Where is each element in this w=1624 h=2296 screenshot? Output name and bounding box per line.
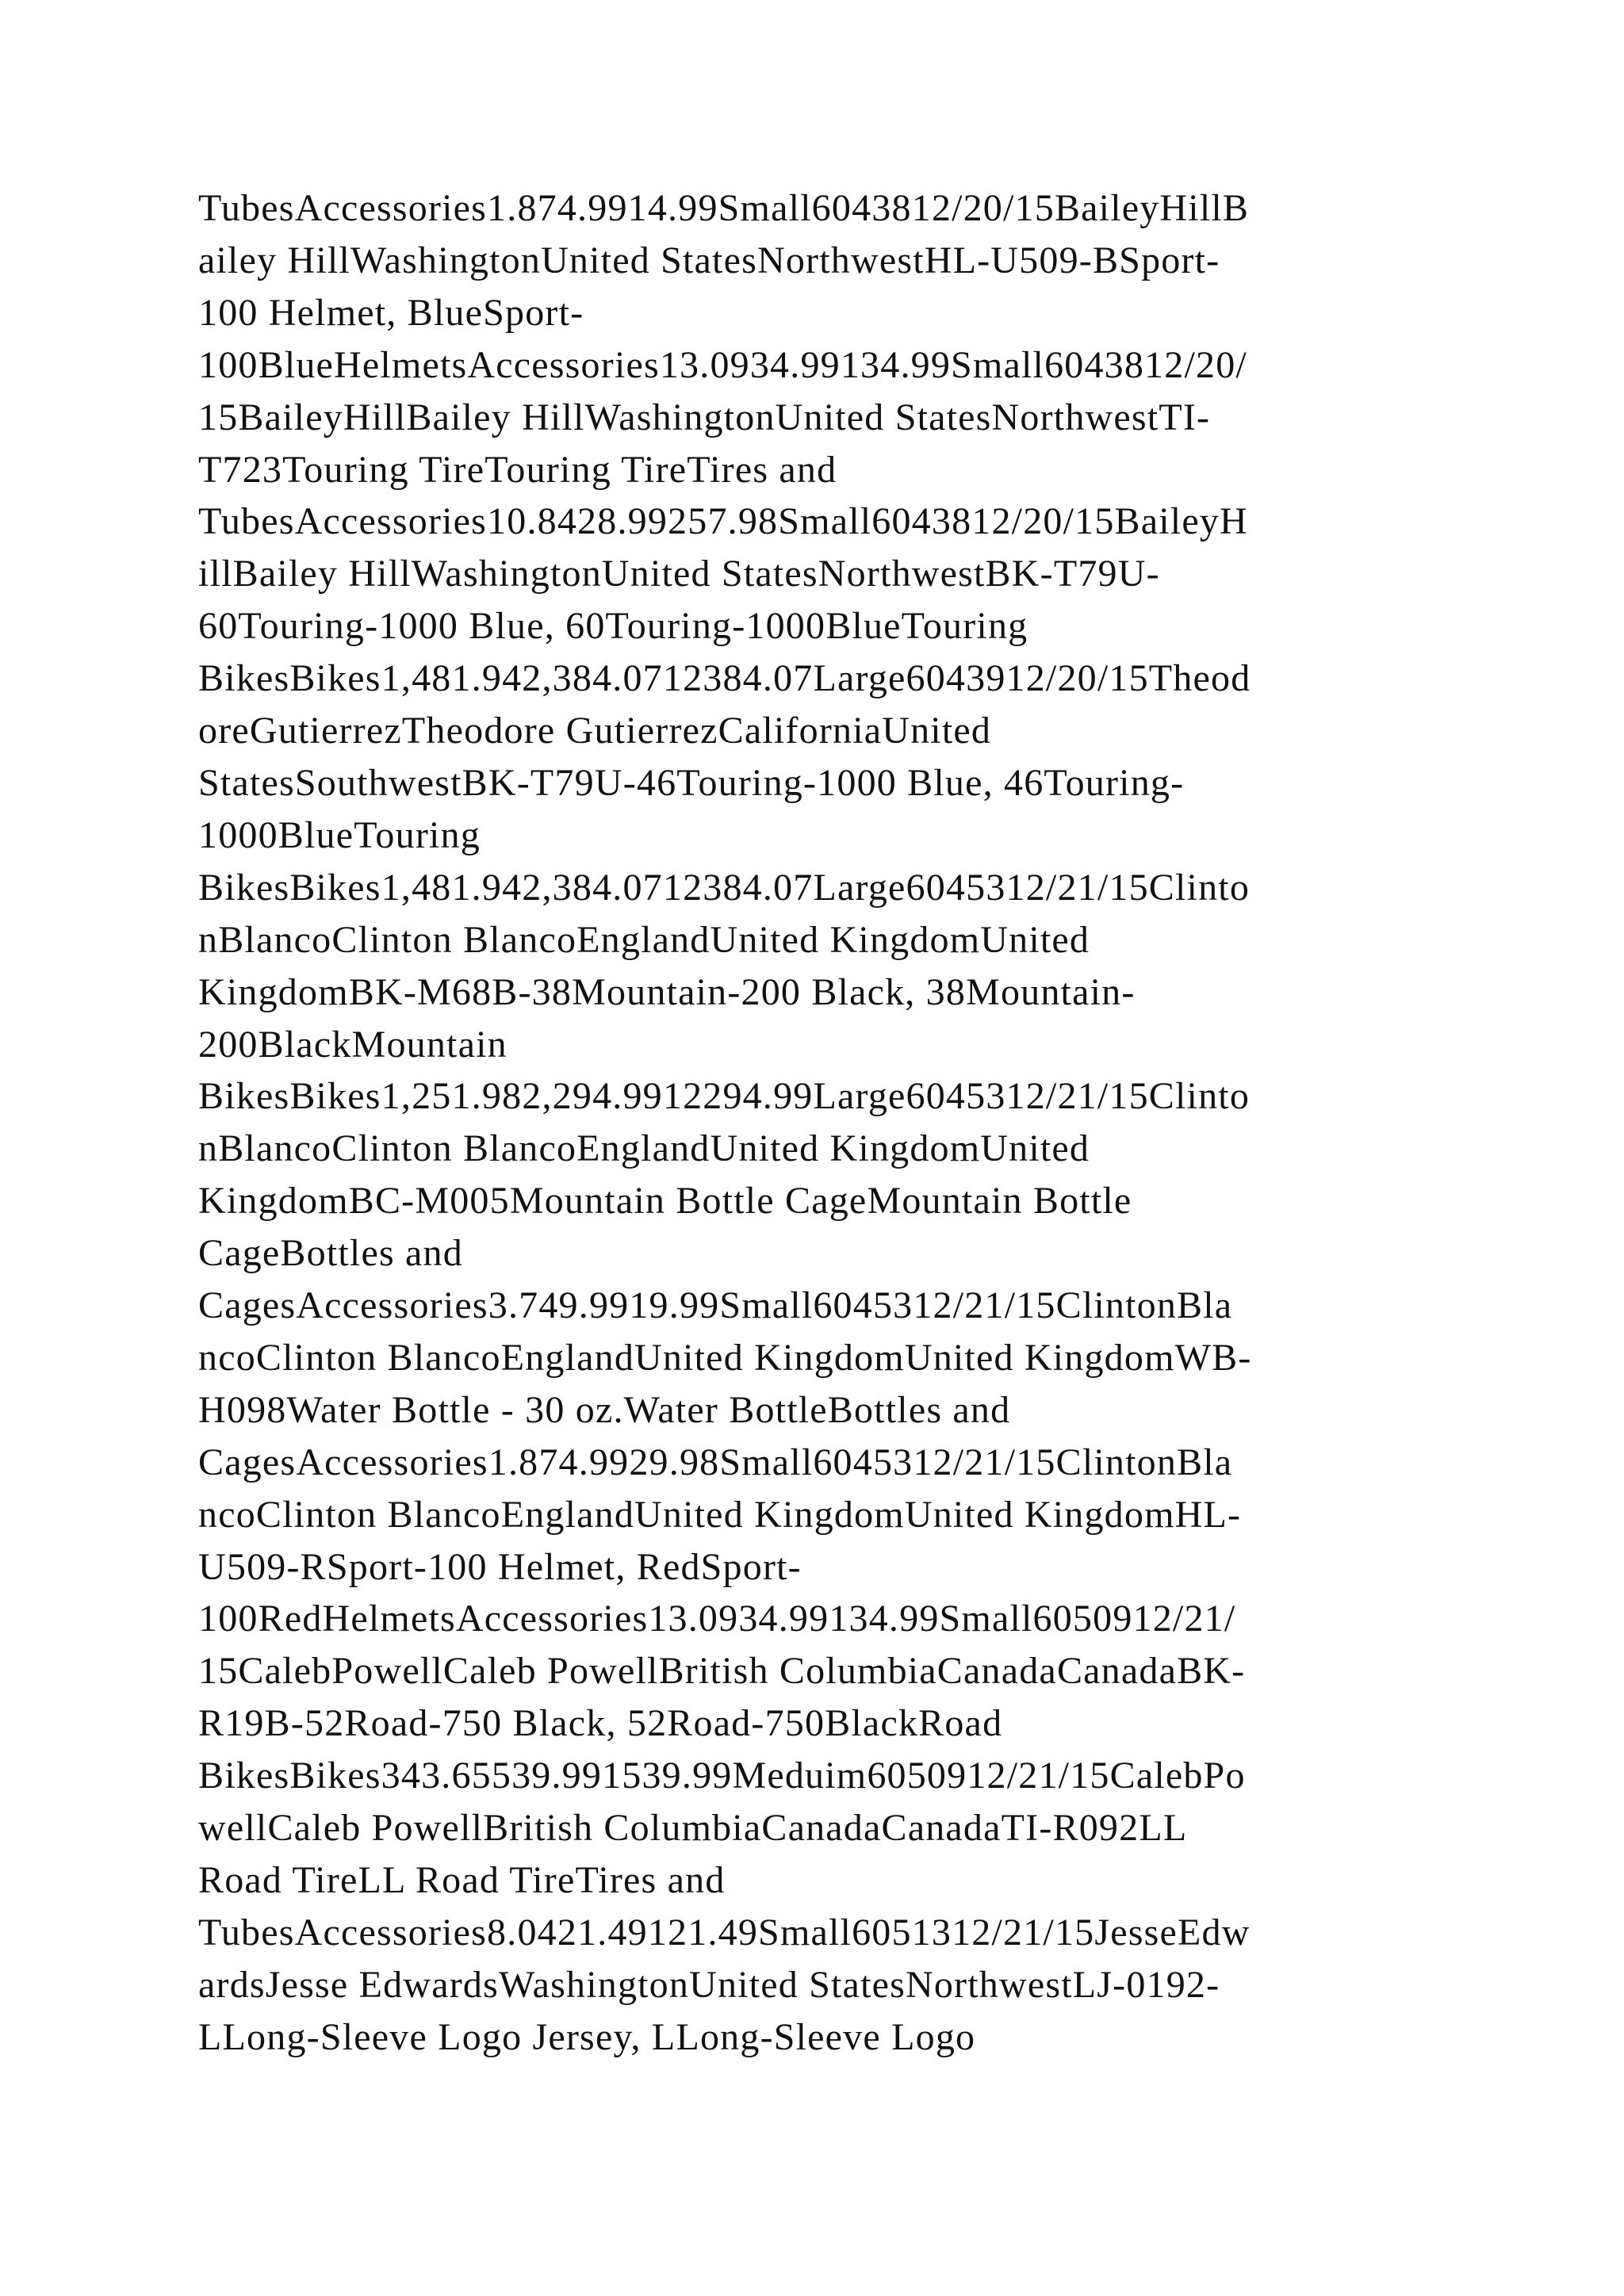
text-line: ncoClinton BlancoEnglandUnited KingdomUnited KingdomWB- — [198, 1336, 1252, 1379]
text-line: 100 Helmet, BlueSport- — [198, 291, 584, 334]
text-line: KingdomBK-M68B-38Mountain-200 Black, 38Mountain- — [198, 970, 1136, 1013]
text-line: BikesBikes1,251.982,294.9912294.99Large6045312/21/15Clinto — [198, 1075, 1251, 1118]
text-line: 1000BlueTouring — [198, 813, 481, 856]
text-line: 15BaileyHillBailey HillWashingtonUnited StatesNorthwestTI- — [198, 396, 1211, 438]
text-line: U509-RSport-100 Helmet, RedSport- — [198, 1545, 802, 1588]
text-line: oreGutierrezTheodore GutierrezCaliforniaUnited — [198, 710, 992, 752]
text-line: LLong-Sleeve Logo Jersey, LLong-Sleeve Logo — [198, 2015, 976, 2058]
text-line: wellCaleb PowellBritish ColumbiaCanadaCanadaTI-R092LL — [198, 1807, 1188, 1850]
text-line: 200BlackMountain — [198, 1023, 508, 1066]
text-line: CagesAccessories1.874.9929.98Small6045312/21/15ClintonBla — [198, 1441, 1233, 1483]
text-line: BikesBikes343.65539.991539.99Meduim6050912/21/15CalebPo — [198, 1755, 1246, 1797]
text-line: BikesBikes1,481.942,384.0712384.07Large6043912/20/15Theod — [198, 657, 1251, 700]
text-line: TubesAccessories8.0421.49121.49Small6051312/21/15JesseEdw — [198, 1911, 1251, 1954]
text-line: H098Water Bottle - 30 oz.Water BottleBottles and — [198, 1388, 1011, 1431]
text-line: KingdomBC-M005Mountain Bottle CageMountain Bottle — [198, 1180, 1132, 1223]
text-line: 100RedHelmetsAccessories13.0934.99134.99Small6050912/21/ — [198, 1598, 1236, 1640]
text-line: CagesAccessories3.749.9919.99Small6045312/21/15ClintonBla — [198, 1284, 1233, 1327]
text-line: TubesAccessories10.8428.99257.98Small6043812/20/15BaileyH — [198, 500, 1248, 543]
text-line: StatesSouthwestBK-T79U-46Touring-1000 Blue, 46Touring- — [198, 761, 1185, 804]
text-line: R19B-52Road-750 Black, 52Road-750BlackRoad — [198, 1702, 1003, 1745]
text-line: BikesBikes1,481.942,384.0712384.07Large6045312/21/15Clinto — [198, 866, 1251, 909]
text-line: 15CalebPowellCaleb PowellBritish ColumbiaCanadaCanadaBK- — [198, 1650, 1246, 1693]
text-line: ncoClinton BlancoEnglandUnited KingdomUnited KingdomHL- — [198, 1493, 1242, 1536]
text-line: nBlancoClinton BlancoEnglandUnited KingdomUnited — [198, 918, 1090, 961]
text-line: ailey HillWashingtonUnited StatesNorthwestHL-U509-BSport- — [198, 239, 1220, 281]
text-line: TubesAccessories1.874.9914.99Small6043812/20/15BaileyHillB — [198, 187, 1250, 229]
text-line: 60Touring-1000 Blue, 60Touring-1000BlueTouring — [198, 605, 1028, 648]
text-line: Road TireLL Road TireTires and — [198, 1859, 726, 1901]
text-line: 100BlueHelmetsAccessories13.0934.99134.99Small6043812/20/ — [198, 343, 1247, 386]
text-line: T723Touring TireTouring TireTires and — [198, 448, 837, 491]
body-text — [198, 182, 1451, 2064]
text-line: illBailey HillWashingtonUnited StatesNorthwestBK-T79U- — [198, 553, 1160, 595]
text-line: CageBottles and — [198, 1232, 463, 1275]
text-line: nBlancoClinton BlancoEnglandUnited KingdomUnited — [198, 1127, 1090, 1170]
text-line: ardsJesse EdwardsWashingtonUnited StatesNorthwestLJ-0192- — [198, 1963, 1220, 2006]
